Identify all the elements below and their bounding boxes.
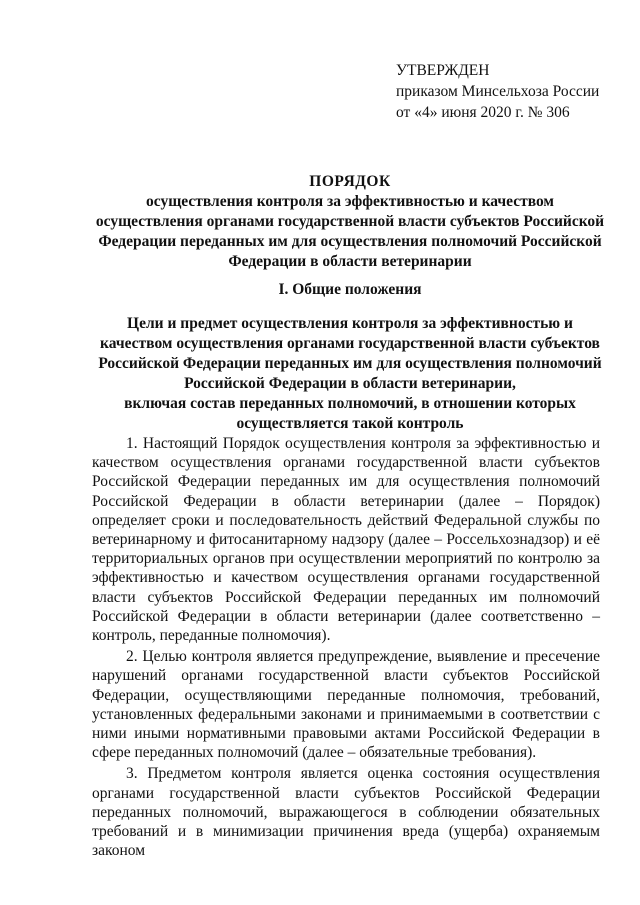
document-title-line: осуществления органами государственной власти субъектов Российской	[95, 213, 605, 230]
document-body	[92, 434, 600, 862]
document-title	[90, 172, 610, 272]
subsection-heading-line: Российской Федерации переданных им для осуществления полномочий	[98, 355, 602, 372]
document-title-line: осуществления контроля за эффективностью и качеством	[146, 193, 554, 210]
paragraph-2: 2. Целью контроля является предупреждение, выявление и пресечение нарушений органами государственной власти субъектов Российской Федерации, осуществляющими переданные полномочия, требований, установленных федеральными законами и принимаемыми в соответствии с ними иными нормативными правовыми актами Российской Федерации в сфере переданных полномочий (далее – обязательные требования).	[92, 648, 600, 762]
approval-heading: УТВЕРЖДЕН	[396, 62, 490, 79]
paragraph-1: 1. Настоящий Порядок осуществления контроля за эффективностью и качеством осуществления органами государственной власти субъектов Российской Федерации переданных им для осуществления полномочий Российской Федерации в области ветеринарии (далее – Порядок) определяет сроки и последовательность действий Федеральной службы по ветеринарному и фитосанитарному надзору (далее – Россельхознадзор) и её территориальных органов при осуществлении мероприятий по контролю за эффективностью и качеством осуществления органами государственной власти субъектов Российской Федерации переданных им полномочий Российской Федерации в области ветеринарии (далее соответственно – контроль, переданные полномочия).	[92, 435, 600, 645]
section-heading: I. Общие положения	[278, 281, 422, 298]
subsection-heading-line: включая состав переданных полномочий, в отношении которых	[124, 395, 576, 412]
document-title-line: Федерации в области ветеринарии	[228, 253, 472, 270]
paragraph-3: 3. Предметом контроля является оценка состояния осуществления органами государственной власти субъектов Российской Федерации переданных полномочий, выражающегося в соблюдении обязательных требований и в минимизации причинения вреда (ущерба) охраняемым законом	[92, 765, 600, 860]
subsection-heading-line: осуществляется такой контроль	[236, 415, 464, 432]
document-title-main: ПОРЯДОК	[309, 173, 391, 190]
subsection-heading	[90, 314, 610, 434]
subsection-heading-line: качеством осуществления органами государственной власти субъектов	[100, 335, 600, 352]
approval-date: от «4» июня 2020 г. № 306	[396, 104, 570, 121]
subsection-heading-line: Цели и предмет осуществления контроля за эффективностью и	[127, 315, 573, 332]
approval-stamp	[396, 60, 599, 123]
subsection-heading-line: Российской Федерации в области ветеринарии,	[184, 375, 516, 392]
document-title-line: Федерации переданных им для осуществления полномочий Российской	[98, 233, 602, 250]
approval-order: приказом Минсельхоза России	[396, 83, 600, 100]
